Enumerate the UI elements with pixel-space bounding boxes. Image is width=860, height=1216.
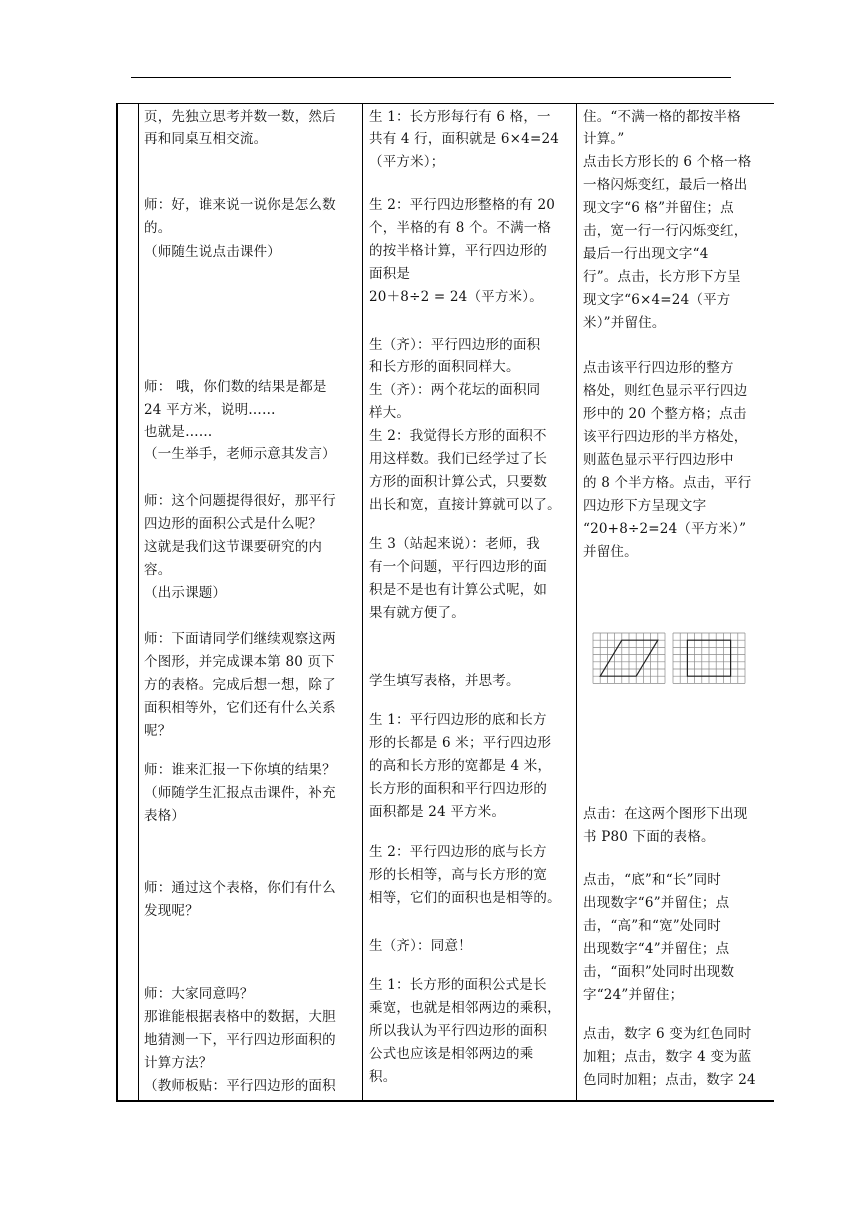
text-line: 方形的面积计算公式，只要数	[369, 474, 548, 490]
text-line: 四边形的面积公式是什么呢？	[144, 516, 323, 532]
text-line: “20+8÷2=24（平方米）”	[583, 521, 747, 537]
text-line: 住。“不满一格的都按半格	[583, 109, 741, 125]
text-line: 现文字“6 格”并留住；点	[583, 200, 734, 216]
text-line: 生 1：长方形的面积公式是长	[369, 977, 547, 993]
text-line: 发现呢？	[144, 903, 199, 919]
text-line: 现文字“6×4=24（平方	[583, 292, 731, 308]
text-line: 个图形，并完成课本第 80 页下	[144, 654, 335, 670]
text-line: 并留住。	[583, 544, 638, 560]
text-line: 有一个问题，平行四边形的面	[369, 559, 548, 575]
text-line: 用这样数。我们已经学过了长	[369, 451, 548, 467]
text-line: 师： 哦，你们数的结果是都是	[144, 379, 327, 395]
text-line: （教师板贴：平行四边形的面积	[144, 1078, 336, 1094]
table-divider	[362, 104, 363, 1100]
text-line: 一格闪烁变红，最后一格出	[583, 177, 748, 193]
text-line: 色同时加粗；点击，数字 24	[583, 1072, 756, 1088]
text-line: 米）”并留住。	[583, 315, 666, 331]
text-line: 表格）	[144, 808, 186, 824]
text-line: 点击，数字 6 变为红色同时	[583, 1026, 752, 1042]
text-line: 格处，则红色显示平行四边	[583, 383, 748, 399]
text-line: 最后一行出现文字“4	[583, 246, 709, 262]
text-line: 个，半格的有 8 个。不满一格	[369, 220, 552, 236]
text-line: 页，先独立思考并数一数，然后	[144, 109, 336, 125]
text-line: 行”。点击，长方形下方呈	[583, 269, 741, 285]
text-line: 的按半格计算，平行四边形的	[369, 243, 548, 259]
text-line: 公式也应该是相邻两边的乘	[369, 1046, 534, 1062]
text-line: 则蓝色显示平行四边形中	[583, 452, 734, 468]
text-line: 生 2：我觉得长方形的面积不	[369, 428, 547, 444]
rectangle-on-grid	[673, 633, 745, 683]
text-line: 呢？	[144, 723, 172, 739]
text-line: 形中的 20 个整方格；点击	[583, 406, 747, 422]
text-line: 乘宽，也就是相邻两边的乘积，	[369, 1000, 561, 1016]
text-line: 点击长方形长的 6 个格一格	[583, 154, 752, 170]
text-line: 出现数字“6”并留住；点	[583, 895, 730, 911]
text-line: 该平行四边形的半方格处，	[583, 429, 748, 445]
text-line: 方的表格。完成后想一想，除了	[144, 677, 336, 693]
text-line: 生 2：平行四边形整格的有 20	[369, 197, 556, 213]
text-line: 点击该平行四边形的整方	[583, 360, 734, 376]
text-line: 师：谁来汇报一下你填的结果？	[144, 762, 336, 778]
table-divider	[138, 104, 139, 1100]
text-line: 生 3（站起来说）：老师，我	[369, 536, 540, 552]
text-line: 积。	[369, 1069, 397, 1085]
text-line: 地猜测一下，平行四边形面积的	[144, 1032, 336, 1048]
text-line: 生 2：平行四边形的底与长方	[369, 844, 547, 860]
header-rule	[131, 77, 731, 78]
step-column	[118, 104, 138, 1100]
lesson-table	[116, 103, 774, 1102]
text-line: 生（齐）：平行四边形的面积	[369, 337, 541, 353]
text-line: 四边形下方呈现文字	[583, 498, 707, 514]
text-line: 生（齐）：两个花坛的面积同	[369, 382, 541, 398]
text-line: 师：这个问题提得很好，那平行	[144, 493, 336, 509]
text-line: 形的长相等，高与长方形的宽	[369, 867, 548, 883]
parallelogram-on-grid	[593, 633, 665, 683]
text-line: 长方形的面积和平行四边形的	[369, 781, 548, 797]
text-line: 师：大家同意吗？	[144, 986, 254, 1002]
text-line: 生 1：平行四边形的底和长方	[369, 712, 547, 728]
text-line: 形的长都是 6 米；平行四边形	[369, 735, 552, 751]
table-divider	[576, 104, 577, 1100]
text-line: 击，宽一行一行闪烁变红，	[583, 223, 748, 239]
text-line: 积是不是也有计算公式呢，如	[369, 582, 548, 598]
text-line: 20＋8÷2 = 24（平方米）。	[369, 289, 543, 305]
text-line: 共有 4 行，面积就是 6×4=24	[369, 131, 560, 147]
text-line: （一生举手，老师示意其发言）	[144, 446, 336, 462]
text-line: 生 1：长方形每行有 6 格，一	[369, 109, 551, 125]
text-line: 面积相等外，它们还有什么关系	[144, 700, 336, 716]
text-line: 师：下面请同学们继续观察这两	[144, 631, 336, 647]
text-line: 书 P80 下面的表格。	[583, 829, 715, 845]
text-line: （出示课题）	[144, 585, 227, 601]
text-line: 的。	[144, 220, 172, 236]
text-line: （师随生说点击课件）	[144, 244, 281, 260]
text-line: 的 8 个半方格。点击，平行	[583, 475, 752, 491]
text-line: 这就是我们这节课要研究的内	[144, 539, 323, 555]
text-line: 加粗；点击，数字 4 变为蓝	[583, 1049, 752, 1065]
text-line: 击，“高”和“宽”处同时	[583, 918, 722, 934]
text-line: 生（齐）：同意！	[369, 938, 472, 954]
text-line: 果有就方便了。	[369, 605, 465, 621]
courseware-column	[583, 104, 773, 1100]
text-line: 击，“面积”处同时出现数	[583, 964, 735, 980]
text-line: 计算方法？	[144, 1055, 213, 1071]
text-line: 出长和宽，直接计算就可以了。	[369, 497, 561, 513]
student-column	[369, 104, 574, 1100]
text-line: 24 平方米，说明……	[144, 402, 276, 418]
text-line: 学生填写表格，并思考。	[369, 673, 520, 689]
text-line: 师：好，谁来说一说你是怎么数	[144, 197, 336, 213]
text-line: 字“24”并留住；	[583, 987, 684, 1003]
text-line: （师随学生汇报点击课件，补充	[144, 785, 336, 801]
text-line: 和长方形的面积同样大。	[369, 359, 520, 375]
text-line: 容。	[144, 562, 172, 578]
text-line: 出现数字“4”并留住；点	[583, 941, 730, 957]
text-line: 再和同桌互相交流。	[144, 131, 268, 147]
text-line: 的高和长方形的宽都是 4 米，	[369, 758, 552, 774]
text-line: 样大。	[369, 405, 411, 421]
text-line: 点击：在这两个图形下出现	[583, 806, 748, 822]
text-line: 点击，“底”和“长”同时	[583, 872, 722, 888]
text-line: 计算。”	[583, 131, 625, 147]
text-line: （平方米）；	[369, 154, 445, 170]
text-line: 相等，它们的面积也是相等的。	[369, 890, 561, 906]
text-line: 师：通过这个表格，你们有什么	[144, 880, 336, 896]
text-line: 那谁能根据表格中的数据，大胆	[144, 1009, 336, 1025]
grid-figures	[591, 631, 751, 687]
text-line: 所以我认为平行四边形的面积	[369, 1023, 548, 1039]
text-line: 面积是	[369, 266, 411, 282]
text-line: 也就是……	[144, 424, 213, 440]
teacher-column	[144, 104, 360, 1100]
text-line: 面积都是 24 平方米。	[369, 804, 506, 820]
